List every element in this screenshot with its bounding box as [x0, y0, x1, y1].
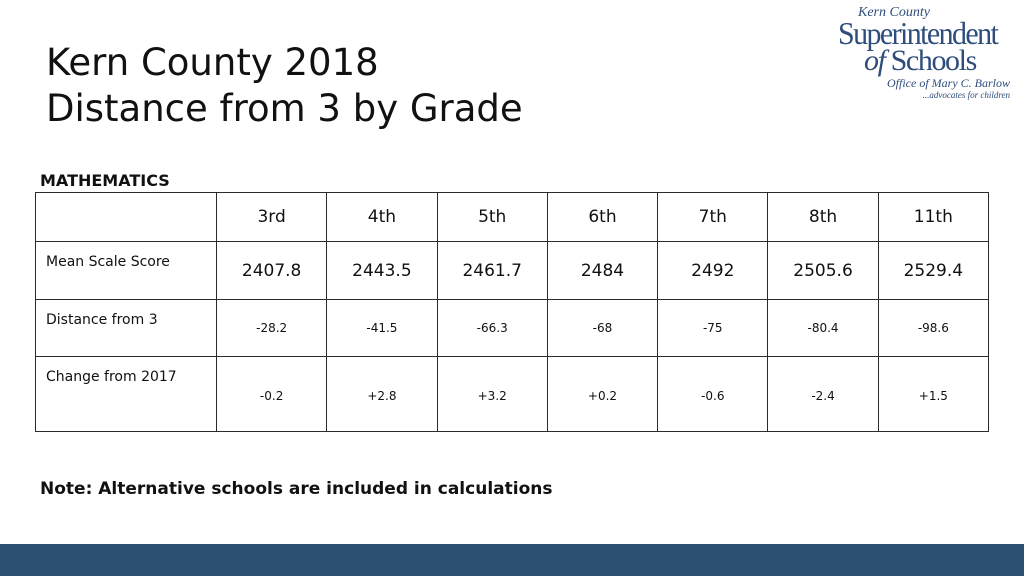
kern-county-superintendent-logo [838, 6, 1016, 100]
row-label: Mean Scale Score [36, 242, 217, 300]
table-corner-cell [36, 193, 217, 242]
table-cell: +1.5 [878, 357, 988, 432]
logo-county-text: Kern County [858, 5, 930, 20]
logo-superintendent-text: Superintendent [838, 16, 998, 52]
logo-schools-text: Schools [884, 44, 976, 77]
logo-office-text: Office of Mary C. Barlow [887, 76, 1010, 90]
table-cell: 2407.8 [217, 242, 327, 300]
footnote: Note: Alternative schools are included in calculations [40, 479, 553, 499]
table-cell: +2.8 [327, 357, 437, 432]
logo-schools-line [864, 44, 1016, 77]
slide-title-line2: Distance from 3 by Grade [46, 87, 523, 130]
footer-bar [0, 544, 1024, 576]
table-cell: -41.5 [327, 300, 437, 357]
table-cell: 2529.4 [878, 242, 988, 300]
table-cell: 2484 [547, 242, 657, 300]
slide-title [46, 40, 523, 132]
table-cell: +0.2 [547, 357, 657, 432]
table-cell: -98.6 [878, 300, 988, 357]
distance-from-3-table [35, 192, 989, 432]
column-header: 6th [547, 193, 657, 242]
table-cell: -68 [547, 300, 657, 357]
column-header: 7th [658, 193, 768, 242]
logo-tagline-text: ...advocates for children [922, 90, 1010, 100]
table-cell: +3.2 [437, 357, 547, 432]
column-header: 5th [437, 193, 547, 242]
column-header: 3rd [217, 193, 327, 242]
column-header: 11th [878, 193, 988, 242]
table-cell: -0.6 [658, 357, 768, 432]
table-cell: 2505.6 [768, 242, 878, 300]
table-cell: 2461.7 [437, 242, 547, 300]
logo-of-text: of [864, 44, 885, 77]
row-label: Distance from 3 [36, 300, 217, 357]
table-cell: -66.3 [437, 300, 547, 357]
section-label: MATHEMATICS [40, 171, 170, 190]
table-cell: -28.2 [217, 300, 327, 357]
table-row [36, 242, 989, 300]
table-cell: -80.4 [768, 300, 878, 357]
column-header: 4th [327, 193, 437, 242]
table-cell: -2.4 [768, 357, 878, 432]
table-cell: -0.2 [217, 357, 327, 432]
table-cell: -75 [658, 300, 768, 357]
table-cell: 2443.5 [327, 242, 437, 300]
table-header-row [36, 193, 989, 242]
column-header: 8th [768, 193, 878, 242]
table-row [36, 357, 989, 432]
table-cell: 2492 [658, 242, 768, 300]
table-row [36, 300, 989, 357]
slide-title-line1: Kern County 2018 [46, 41, 379, 84]
row-label: Change from 2017 [36, 357, 217, 432]
